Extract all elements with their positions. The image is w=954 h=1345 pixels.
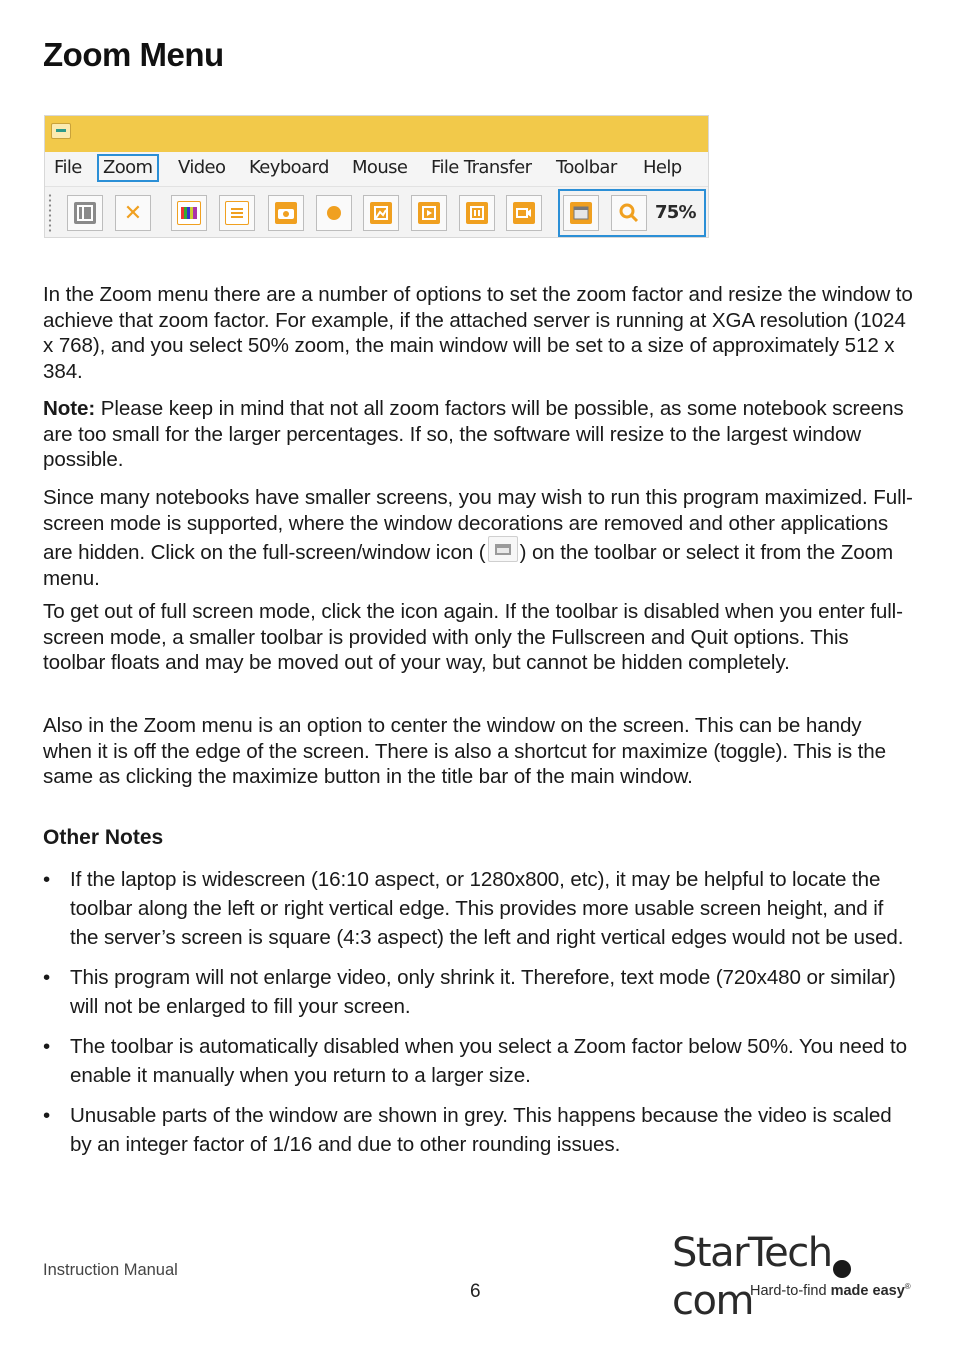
other-notes-list [43, 865, 913, 1159]
page-number: 6 [470, 1281, 481, 1302]
fullscreen-paragraph [43, 485, 913, 592]
fullscreen-window-icon [488, 536, 518, 562]
video-camera-icon [513, 202, 535, 224]
brand-tagline: Hard-to-find made easy® [750, 1282, 911, 1299]
app-logo-icon [51, 123, 71, 139]
zoom-level-indicator[interactable]: 75% [655, 202, 696, 223]
fullscreen-button[interactable] [563, 195, 599, 231]
sidebar-button[interactable] [67, 195, 103, 231]
menu-toolbar[interactable]: Toolbar [556, 157, 617, 178]
video-capture-button[interactable] [506, 195, 542, 231]
fullscreen-text-before: Since many notebooks have smaller screens, you may wish to run this program maximized. Full-screen mode is supported, where the window decorations are removed and other applications are hidden. Click on the full-screen/window icon ( [43, 486, 913, 565]
bullet-marker: • [43, 1104, 51, 1127]
menu-keyboard[interactable]: Keyboard [249, 157, 329, 178]
fullscreen-text-after: ) on the toolbar or select it from the Zoom menu. [43, 541, 893, 591]
app-window-screenshot [44, 115, 709, 238]
bullet-marker: • [43, 966, 51, 989]
app-menubar [45, 152, 708, 186]
bullet-marker: • [43, 1035, 51, 1058]
list-item: • If the laptop is widescreen (16:10 aspect, or 1280x800, etc), it may be helpful to locate the toolbar along the left or right vertical edge. This provides more usable screen height, and if the server’s screen is square (4:3 aspect) the left and right vertical edges would not be used. [43, 865, 913, 952]
menu-mouse[interactable]: Mouse [352, 157, 408, 178]
center-window-paragraph: Also in the Zoom menu is an option to center the window on the screen. This can be handy when it is off the edge of the screen. There is also a shortcut for maximize (toggle). This is the same as clicking the maximize button in the title bar of the main window. [43, 714, 886, 789]
color-settings-button[interactable] [171, 195, 207, 231]
zoom-magnifier-icon [618, 202, 640, 224]
menu-zoom[interactable]: Zoom [97, 154, 159, 182]
logo-dot-icon [833, 1260, 851, 1278]
menu-file-transfer[interactable]: File Transfer [431, 157, 532, 178]
snapshot-button[interactable] [268, 195, 304, 231]
brand-wordmark: StarTechcom [672, 1230, 912, 1324]
image-icon [370, 202, 392, 224]
note-text: Please keep in mind that not all zoom factors will be possible, as some notebook screens are too small for the larger percentages. If so, the software will resize to the largest window possible. [43, 397, 904, 472]
color-bars-icon [177, 201, 201, 225]
quit-button[interactable] [115, 195, 151, 231]
bullet-marker: • [43, 868, 51, 891]
image-button[interactable] [363, 195, 399, 231]
list-item: • Unusable parts of the window are shown in grey. This happens because the video is scaled by an integer factor of 1/16 and due to other rounding issues. [43, 1101, 913, 1159]
sidebar-icon [74, 202, 96, 224]
startech-logo [672, 1230, 912, 1324]
video-settings-button[interactable] [219, 195, 255, 231]
zoom-button[interactable] [611, 195, 647, 231]
record-dot-icon [323, 202, 345, 224]
pause-icon [466, 202, 488, 224]
app-titlebar [45, 116, 708, 152]
menu-file[interactable]: File [54, 157, 82, 178]
record-button[interactable] [316, 195, 352, 231]
list-item: • The toolbar is automatically disabled when you select a Zoom factor below 50%. You need to enable it manually when you return to a larger size. [43, 1032, 913, 1090]
pause-button[interactable] [459, 195, 495, 231]
note-label: Note: [43, 397, 96, 420]
play-icon [418, 202, 440, 224]
play-button[interactable] [411, 195, 447, 231]
fullscreen-window-icon [570, 202, 592, 224]
camera-icon [275, 202, 297, 224]
menu-video[interactable]: Video [178, 157, 226, 178]
app-toolbar [45, 186, 708, 238]
page-title: Zoom Menu [43, 36, 224, 73]
list-item: • This program will not enlarge video, only shrink it. Therefore, text mode (720x480 or similar) will not be enlarged to fill your screen. [43, 963, 913, 1021]
toolbar-grip-handle[interactable] [48, 193, 52, 233]
other-notes-heading: Other Notes [43, 826, 164, 849]
settings-panel-icon [225, 201, 249, 225]
intro-paragraph: In the Zoom menu there are a number of options to set the zoom factor and resize the window to achieve that zoom factor. For example, if the attached server is running at XGA resolution (1024 x 768), and you select 50% zoom, the main window will be set to a size of approximately 512 x 384. [43, 283, 913, 384]
exit-fullscreen-paragraph: To get out of full screen mode, click the icon again. If the toolbar is disabled when you enter full-screen mode, a smaller toolbar is provided with only the Fullscreen and Quit options. This toolbar floats and may be moved out of your way, but cannot be hidden completely. [43, 600, 903, 675]
footer-document-type: Instruction Manual [43, 1261, 178, 1279]
note-paragraph [43, 396, 913, 473]
menu-help[interactable]: Help [643, 157, 682, 178]
close-x-icon: ✕ [123, 200, 143, 225]
